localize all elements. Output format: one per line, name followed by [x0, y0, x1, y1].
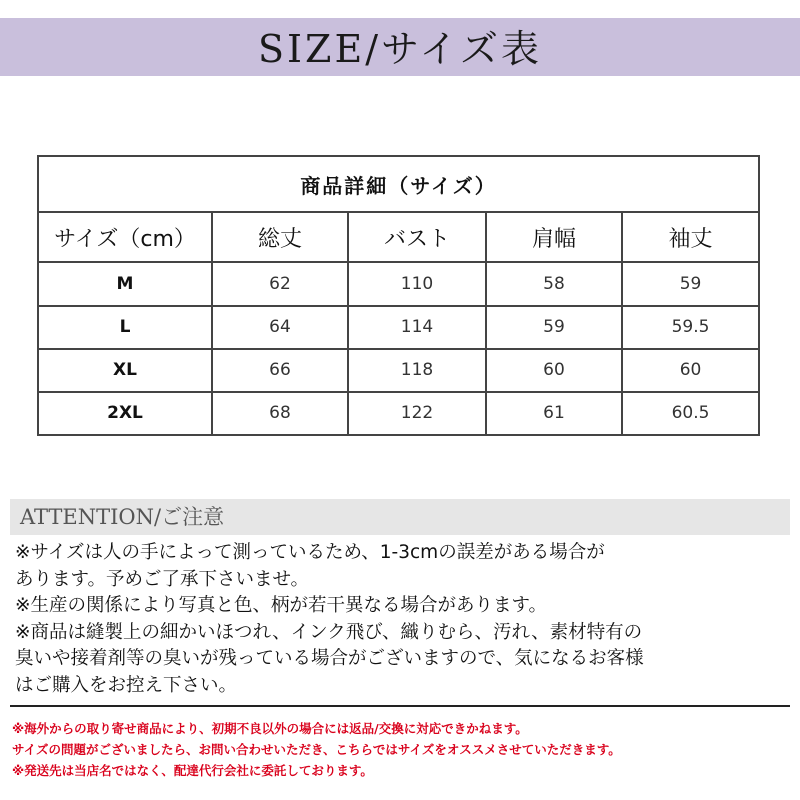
size-label-cell: M [38, 262, 212, 305]
size-label-cell: XL [38, 349, 212, 392]
note-line: ※生産の関係により写真と色、柄が若干異なる場合があります。 [15, 595, 548, 616]
note-line: ※サイズは人の手によって測っているため、1-3cmの誤差がある場合が [15, 542, 605, 563]
length-cell: 68 [212, 392, 348, 435]
bust-cell: 110 [348, 262, 486, 305]
attention-title: ATTENTION/ご注意 [20, 505, 225, 529]
table-row [38, 262, 759, 305]
length-cell: 64 [212, 306, 348, 349]
size-label-cell: 2XL [38, 392, 212, 435]
attention-notes [15, 540, 795, 699]
note-line: あります。予めご了承下さいませ。 [15, 568, 309, 590]
sleeve-cell: 59 [622, 262, 759, 305]
length-cell: 62 [212, 262, 348, 305]
shipping-notice [12, 718, 792, 781]
divider [10, 705, 790, 707]
table-caption: 商品詳細（サイズ） [38, 156, 759, 212]
column-header-length: 総丈 [212, 212, 348, 262]
bust-cell: 114 [348, 306, 486, 349]
bust-cell: 118 [348, 349, 486, 392]
note-line: はご購入をお控え下さい。 [15, 674, 238, 696]
column-header-bust: バスト [348, 212, 486, 262]
note-line: ※商品は縫製上の細かいほつれ、インク飛び、織りむら、汚れ、素材特有の [15, 621, 643, 643]
column-header-sleeve: 袖丈 [622, 212, 759, 262]
notice-line: ※海外からの取り寄せ商品により、初期不良以外の場合には返品/交換に対応できかねます。 [12, 721, 528, 736]
notice-line: ※発送先は当店名ではなく、配達代行会社に委託しております。 [12, 763, 373, 778]
length-cell: 66 [212, 349, 348, 392]
sleeve-cell: 60.5 [622, 392, 759, 435]
shoulder-cell: 61 [486, 392, 622, 435]
notice-line: サイズの問題がございましたら、お問い合わせいただき、こちらではサイズをオススメさせていただきます。 [12, 742, 621, 757]
shoulder-cell: 58 [486, 262, 622, 305]
column-header-shoulder: 肩幅 [486, 212, 622, 262]
shoulder-cell: 59 [486, 306, 622, 349]
column-header-size: サイズ（cm） [38, 212, 212, 262]
table-row [38, 392, 759, 435]
size-table [37, 155, 760, 436]
note-line: 臭いや接着剤等の臭いが残っている場合がございますので、気になるお客様 [15, 648, 644, 669]
table-header-row [38, 212, 759, 262]
table-row [38, 349, 759, 392]
sleeve-cell: 60 [622, 349, 759, 392]
sleeve-cell: 59.5 [622, 306, 759, 349]
page-title: SIZE/サイズ表 [258, 27, 542, 71]
bust-cell: 122 [348, 392, 486, 435]
table-row [38, 306, 759, 349]
size-label-cell: L [38, 306, 212, 349]
shoulder-cell: 60 [486, 349, 622, 392]
